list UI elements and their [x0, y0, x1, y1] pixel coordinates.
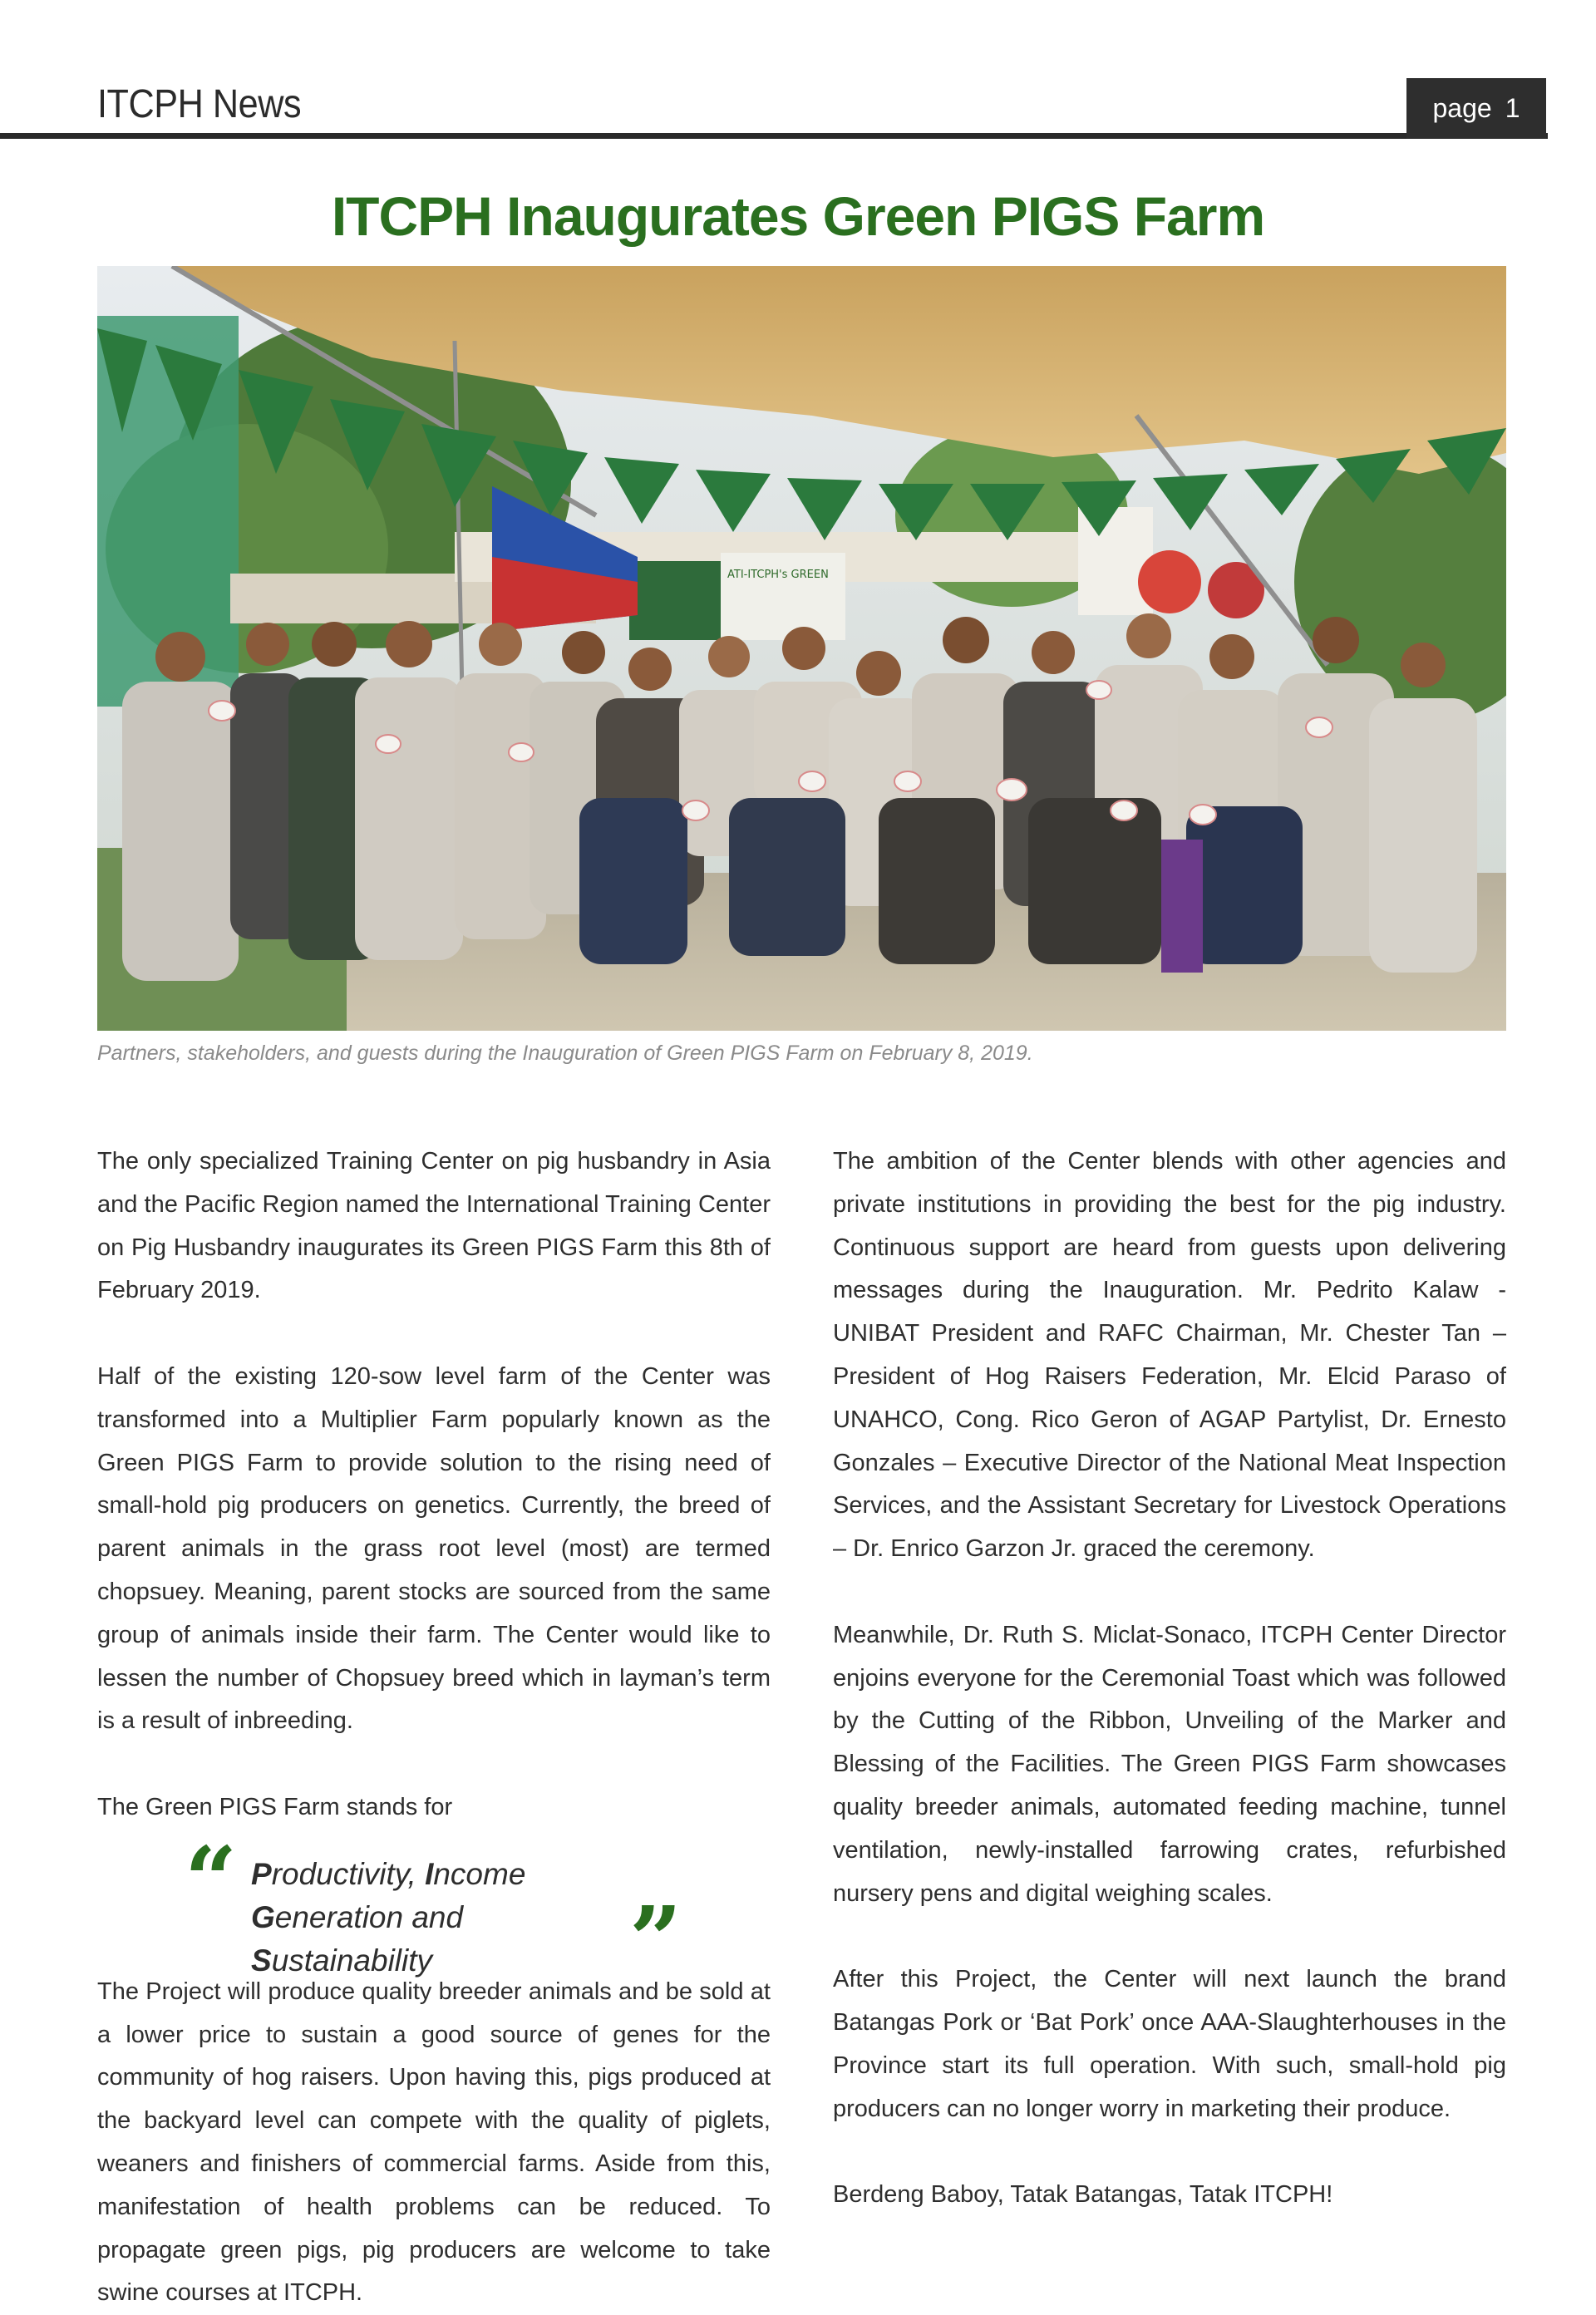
- left-column: [97, 1140, 771, 2315]
- paragraph: The Green PIGS Farm stands for: [97, 1793, 453, 1820]
- paragraph: The Project will produce quality breeder animals and be sold at a lower price to sustain a good source of genes for the community of hog raisers. Upon having this, pigs produced at the backyard level can compete with the quality of piglets, weaners and finishers of commercial farms. Aside from this, manifestation of health problems can be reduced. To propagate green pigs, pig producers are welcome to take swine courses at ITCPH.: [97, 1978, 771, 2307]
- quote-initial: S: [251, 1943, 272, 1978]
- paragraph: The ambition of the Center blends with other agencies and private institutions in providing the best for the pig industry. Continuous support are heard from guests upon delivering messages during the Inauguration. Mr. Pedrito Kalaw - UNIBAT President and RAFC Chairman, Mr. Chester Tan – President of Hog Raisers Federation, Mr. Elcid Paraso of UNAHCO, Cong. Rico Geron of AGAP Partylist, Dr. Ernesto Gonzales – Executive Director of the National Meat Inspection Services, and the Assistant Secretary for Livestock Operations – Dr. Enrico Garzon Jr. graced the ceremony.: [833, 1148, 1506, 1563]
- group-photo-illustration: [97, 266, 1506, 1031]
- pull-quote-text: [251, 1853, 642, 1983]
- quote-word: ncome: [433, 1856, 526, 1891]
- photo-banner-text: ATI-ITCPH's GREEN: [727, 569, 829, 581]
- pull-quote: [97, 1825, 771, 1993]
- paragraph: The only specialized Training Center on pig husbandry in Asia and the Pacific Region named the International Training Center on Pig Husbandry inaugurates its Green PIGS Farm this 8th of February 2019.: [97, 1148, 771, 1304]
- paragraph: Berdeng Baboy, Tatak Batangas, Tatak ITCPH!: [833, 2181, 1333, 2209]
- quote-word: eneration and: [274, 1899, 464, 1934]
- right-column: [833, 1140, 1506, 2217]
- page-number-tab: [1406, 78, 1546, 139]
- quote-initial: P: [251, 1856, 272, 1891]
- open-quote-mark: “: [185, 1825, 238, 1933]
- page-number: 1: [1505, 93, 1520, 123]
- quote-initial: I: [425, 1856, 434, 1891]
- header-rule: [0, 133, 1548, 139]
- quote-word: roductivity,: [271, 1856, 426, 1891]
- photo-caption: Partners, stakeholders, and guests during the Inauguration of Green PIGS Farm on February 8, 2019.: [97, 1042, 1033, 1065]
- page-label: page: [1432, 93, 1492, 123]
- paragraph: Half of the existing 120-sow level farm of the Center was transformed into a Multiplier Farm popularly known as the Green PIGS Farm to provide solution to the rising need of small-hold pig producers on genetics. Currently, the breed of parent animals in the grass root level (most) are termed chopsuey. Meaning, parent stocks are sourced from the same group of animals inside their farm. The Center would like to lessen the number of Chopsuey breed which in layman’s term is a result of inbreeding.: [97, 1362, 771, 1735]
- paragraph: After this Project, the Center will next launch the brand Batangas Pork or ‘Bat Pork’ once AAA-Slaughterhouses in the Province start its full operation. With such, small-hold pig producers can no longer worry in marketing their produce.: [833, 1966, 1506, 2122]
- article-headline: ITCPH Inaugurates Green PIGS Farm: [331, 185, 1265, 247]
- paragraph: Meanwhile, Dr. Ruth S. Miclat-Sonaco, ITCPH Center Director enjoins everyone for the Ceremonial Toast which was followed by the Cutting of the Ribbon, Unveiling of the Marker and Blessing of the Facilities. The Green PIGS Farm showcases quality breeder animals, automated feeding machine, tunnel ventilation, newly-installed farrowing crates, refurbished nursery pens and digital weighing scales.: [833, 1621, 1506, 1907]
- group-photo: [97, 266, 1506, 1031]
- quote-initial: G: [251, 1899, 275, 1934]
- newsletter-name: ITCPH News: [97, 82, 302, 126]
- quote-word: ustainability: [271, 1943, 433, 1978]
- close-quote-mark: ”: [629, 1885, 682, 1993]
